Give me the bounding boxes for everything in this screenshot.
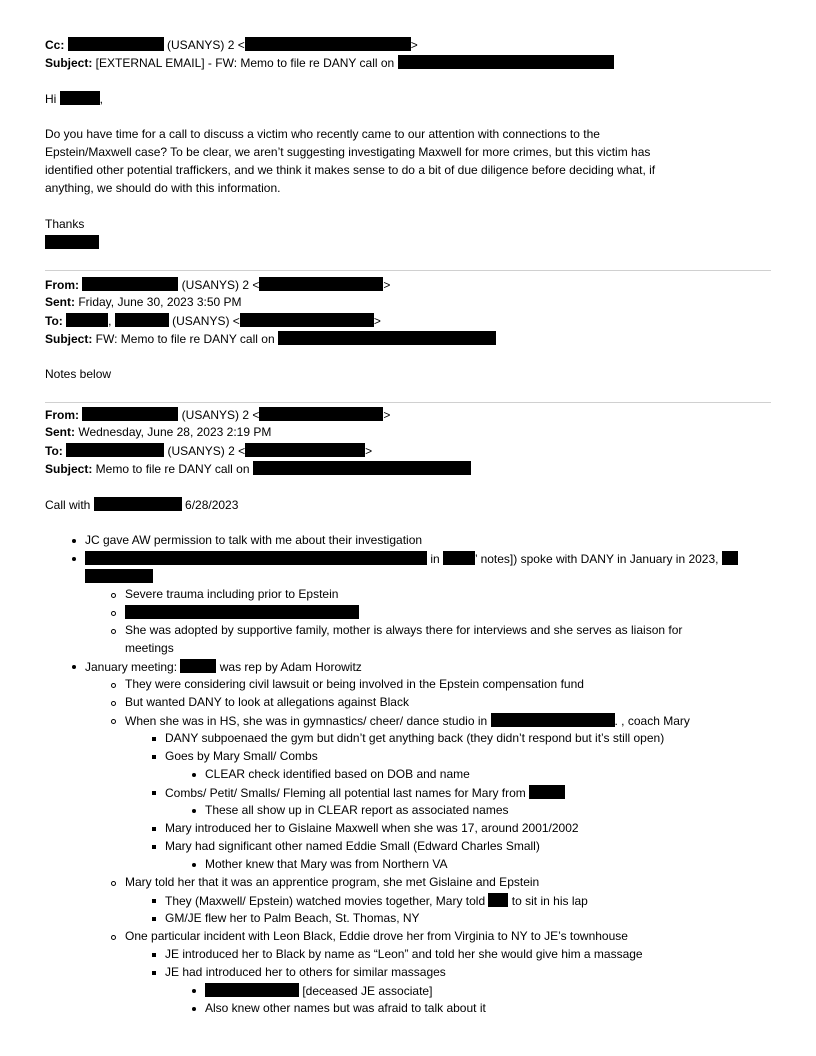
- list-text: When she was in HS, she was in gymnastics/ cheer/ dance studio in: [125, 714, 491, 728]
- redaction: [82, 277, 178, 291]
- list-item: Mary introduced her to Gislaine Maxwell when she was 17, around 2001/2002: [165, 821, 579, 835]
- bullet-marker: [192, 773, 196, 777]
- sent-label: Sent:: [45, 425, 75, 439]
- redaction: [85, 569, 153, 583]
- redaction: [82, 407, 178, 421]
- to-text: (USANYS) <: [168, 314, 240, 328]
- list-item: Severe trauma including prior to Epstein: [125, 587, 339, 601]
- list-item-cont: [85, 569, 153, 585]
- redaction: [722, 551, 738, 565]
- redaction: [491, 713, 615, 727]
- redaction: [94, 497, 182, 511]
- list-item: But wanted DANY to look at allegations against Black: [125, 695, 409, 709]
- list-item: One particular incident with Leon Black, Eddie drove her from Virginia to NY to JE’s townhouse: [125, 929, 628, 943]
- subject-line-2: [45, 331, 496, 347]
- redaction: [259, 277, 383, 291]
- redaction: [115, 313, 169, 327]
- from-text: (USANYS) 2 <: [178, 278, 260, 292]
- subject-line-1: [45, 55, 614, 71]
- bullet-marker: [111, 881, 116, 886]
- list-item: CLEAR check identified based on DOB and name: [205, 767, 470, 781]
- greeting-end: ,: [99, 92, 104, 106]
- list-item: Also knew other names but was afraid to talk about it: [205, 1001, 486, 1015]
- to-label: To:: [45, 444, 63, 458]
- call-with-text: Call with: [45, 498, 94, 512]
- redaction: [205, 983, 299, 997]
- list-item: [165, 785, 565, 801]
- list-item: Mary had significant other named Eddie Small (Edward Charles Small): [165, 839, 540, 853]
- redaction: [45, 235, 99, 249]
- list-item: JE had introduced her to others for similar massages: [165, 965, 446, 979]
- cc-end: >: [410, 38, 418, 52]
- redaction: [245, 37, 411, 51]
- bullet-marker: [152, 737, 156, 741]
- redaction: [85, 551, 427, 565]
- list-text: was rep by Adam Horowitz: [216, 660, 362, 674]
- subject-label: Subject:: [45, 332, 93, 346]
- list-item: These all show up in CLEAR report as associated names: [205, 803, 509, 817]
- bullet-marker: [72, 539, 76, 543]
- call-with-line: [45, 497, 238, 513]
- bullet-marker: [192, 863, 196, 867]
- list-item: Mother knew that Mary was from Northern VA: [205, 857, 448, 871]
- bullet-marker: [111, 935, 116, 940]
- list-text: [deceased JE associate]: [299, 984, 433, 998]
- redaction: [66, 443, 164, 457]
- from-text: (USANYS) 2 <: [178, 408, 260, 422]
- bullet-marker: [111, 683, 116, 688]
- list-item: Mary told her that it was an apprentice program, she met Gislaine and Epstein: [125, 875, 540, 889]
- to-label: To:: [45, 314, 63, 328]
- from-label: From:: [45, 278, 79, 292]
- list-text: in: [427, 552, 444, 566]
- to-line-3: [45, 443, 372, 459]
- subject-label: Subject:: [45, 462, 93, 476]
- list-item-cont: meetings: [125, 641, 174, 655]
- list-item: [165, 893, 588, 909]
- from-line-2: [45, 277, 390, 293]
- sent-line-3: [45, 425, 271, 440]
- subject-label: Subject:: [45, 56, 93, 70]
- greeting-text: Hi: [45, 92, 60, 106]
- greeting: [45, 91, 103, 107]
- redaction: [240, 313, 374, 327]
- list-text: They (Maxwell/ Epstein) watched movies together, Mary told: [165, 894, 489, 908]
- bullet-marker: [152, 827, 156, 831]
- list-item: JC gave AW permission to talk with me about their investigation: [85, 533, 423, 547]
- redaction: [488, 893, 508, 907]
- redaction: [278, 331, 496, 345]
- divider: [45, 402, 771, 403]
- to-comma: ,: [108, 314, 112, 328]
- bullet-marker: [152, 953, 156, 957]
- from-line-3: [45, 407, 390, 423]
- to-text: (USANYS) 2 <: [164, 444, 246, 458]
- bullet-marker: [111, 701, 116, 706]
- list-item: [85, 659, 362, 675]
- list-item: They were considering civil lawsuit or being involved in the Epstein compensation fund: [125, 677, 584, 691]
- bullet-marker: [111, 629, 116, 634]
- bullet-marker: [152, 899, 156, 903]
- thanks: Thanks: [45, 217, 85, 231]
- to-end: >: [373, 314, 381, 328]
- bullet-marker: [152, 917, 156, 921]
- redaction: [398, 55, 614, 69]
- bullet-marker: [192, 1007, 196, 1011]
- bullet-marker: [111, 593, 116, 598]
- bullet-marker: [72, 557, 76, 561]
- body-para-line: anything, we should do with this information.: [45, 181, 281, 195]
- divider: [45, 270, 771, 271]
- redaction: [125, 605, 359, 619]
- from-end: >: [383, 278, 391, 292]
- subject-line-3: [45, 461, 471, 477]
- list-item: She was adopted by supportive family, mother is always there for interviews and she serves as liaison for: [125, 623, 683, 637]
- bullet-marker: [72, 665, 76, 669]
- redaction: [259, 407, 383, 421]
- to-end: >: [365, 444, 373, 458]
- list-item: GM/JE flew her to Palm Beach, St. Thomas, NY: [165, 911, 420, 925]
- list-item: [125, 713, 690, 729]
- bullet-marker: [192, 809, 196, 813]
- list-item: [125, 605, 359, 621]
- sent-text: Wednesday, June 28, 2023 2:19 PM: [75, 425, 272, 439]
- subject-text: Memo to file re DANY call on: [92, 462, 253, 476]
- redaction: [529, 785, 565, 799]
- bullet-marker: [152, 971, 156, 975]
- list-item: Goes by Mary Small/ Combs: [165, 749, 318, 763]
- body-para-line: identified other potential traffickers, and we think it makes sense to do a bit of due diligence before deciding what, if: [45, 163, 656, 177]
- to-line-2: [45, 313, 381, 329]
- bullet-marker: [111, 719, 116, 724]
- redaction: [245, 443, 365, 457]
- list-item: JE introduced her to Black by name as “Leon” and told her she would give him a massage: [165, 947, 643, 961]
- bullet-marker: [152, 791, 156, 795]
- subject-text: FW: Memo to file re DANY call on: [92, 332, 278, 346]
- list-item: [85, 551, 738, 567]
- redaction: [180, 659, 216, 673]
- list-text: January meeting:: [85, 660, 181, 674]
- cc-line: [45, 37, 418, 53]
- list-text: ’ notes]) spoke with DANY in January in 2023,: [475, 552, 722, 566]
- cc-text: (USANYS) 2 <: [163, 38, 245, 52]
- body-para-line: Do you have time for a call to discuss a victim who recently came to our attention with connections to the: [45, 127, 600, 141]
- redaction: [443, 551, 475, 565]
- bullet-marker: [152, 755, 156, 759]
- from-end: >: [383, 408, 391, 422]
- bullet-marker: [111, 611, 116, 616]
- sent-text: Friday, June 30, 2023 3:50 PM: [75, 295, 242, 309]
- from-label: From:: [45, 408, 79, 422]
- list-item: [205, 983, 432, 999]
- redaction: [68, 37, 164, 51]
- bullet-marker: [192, 989, 196, 993]
- list-text: to sit in his lap: [508, 894, 588, 908]
- redaction: [66, 313, 108, 327]
- list-item: DANY subpoenaed the gym but didn’t get anything back (they didn’t respond but it’s still open): [165, 731, 665, 745]
- bullet-marker: [152, 845, 156, 849]
- redaction: [253, 461, 471, 475]
- list-text: Combs/ Petit/ Smalls/ Fleming all potential last names for Mary from: [165, 786, 530, 800]
- sent-line-2: [45, 295, 242, 310]
- notes-below: Notes below: [45, 367, 112, 381]
- sent-label: Sent:: [45, 295, 75, 309]
- call-date: 6/28/2023: [181, 498, 239, 512]
- body-para-line: Epstein/Maxwell case? To be clear, we aren’t suggesting investigating Maxwell for more crimes, but this victim has: [45, 145, 651, 159]
- list-text: . , coach Mary: [614, 714, 690, 728]
- subject-text: [EXTERNAL EMAIL] - FW: Memo to file re DANY call on: [92, 56, 398, 70]
- signature: [45, 235, 99, 251]
- cc-label: Cc:: [45, 38, 65, 52]
- redaction: [60, 91, 100, 105]
